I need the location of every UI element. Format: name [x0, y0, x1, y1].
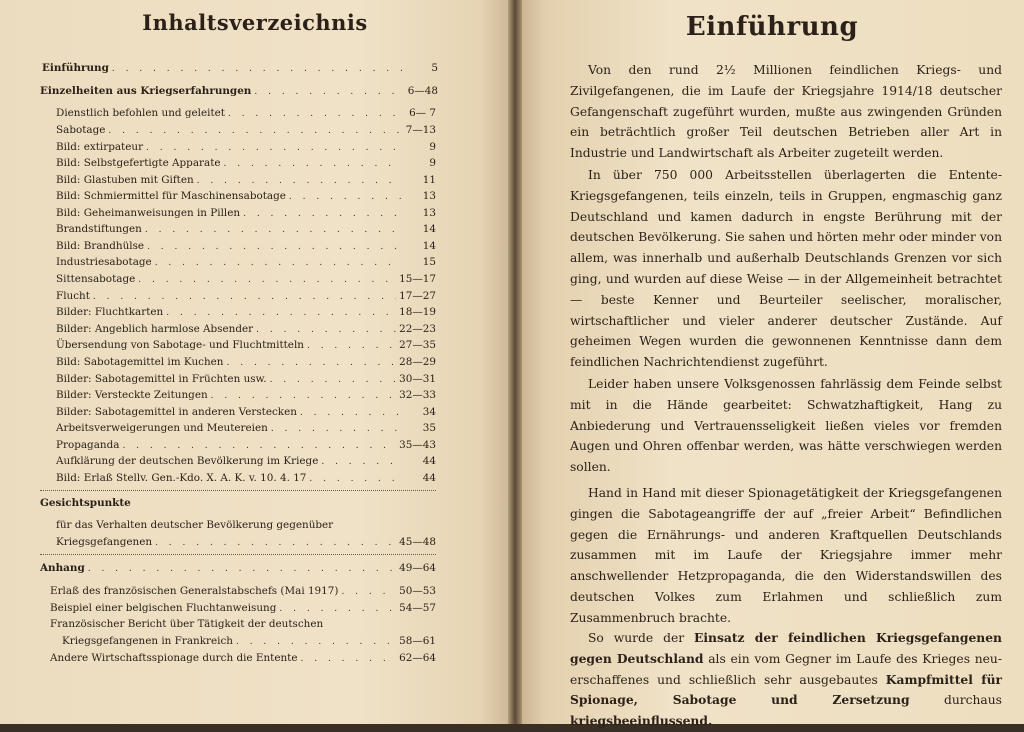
toc-entry — [56, 256, 436, 270]
toc-entry — [56, 273, 436, 287]
toc-entry — [56, 190, 436, 204]
toc-page-number: 5 — [431, 62, 438, 74]
toc-entry — [56, 124, 436, 138]
toc-leader — [270, 374, 397, 387]
toc-leader — [289, 191, 401, 204]
intro-paragraph: Leider haben unsere Volksgenossen fahrlässig dem Feinde selbst mit in die Hände gearbeitet: Schwatzhaftigkeit, Hang zu Anbiederung und Vertrauensseligkeit ließen vieles vor fremden Augen und Ohren offenbar werden, was hätte verschwiegen werden sollen. — [570, 377, 1002, 475]
toc-entry-label: Bild: Selbstgefertigte Apparate — [56, 157, 221, 169]
toc-entry-label: Bilder: Angeblich harmlose Absender — [56, 323, 254, 335]
toc-leader — [243, 208, 401, 221]
toc-entry-label: Erlaß des französischen Generalstabschefs (Mai 1917) — [50, 585, 339, 597]
intro-paragraph: In über 750 000 Arbeitsstellen überlagerten die Entente-Kriegsgefangenen, teils einzeln, teils in Gruppen, engmaschig ganz Deutschland und kamen dadurch in engste Berührung mit der deutschen Bevölkerung. Sie sahen und hörten mehr oder minder von allem, was innerhalb und außerhalb Deutschlands Grenzen vor sich ging, und wurden auf diese Weise — in der Allgemeinheit betrachtet — beste Kenner und Beurteiler seelischer, moralischer, wirtschaftlicher und vieler anderer deutscher Zustände. Auf geheimen Wegen wurden die gewonnenen Kenntnisse dann dem feindlichen Nachrichtendienst zugeführt. — [570, 168, 1002, 370]
toc-leader — [300, 407, 401, 420]
toc-leader — [307, 340, 396, 353]
toc-entry — [56, 223, 436, 237]
toc-entry-label: Beispiel einer belgischen Fluchtanweisung — [50, 602, 277, 614]
toc-leader — [341, 586, 396, 599]
toc-entry-label: Bild: Brandhülse — [56, 240, 145, 252]
toc-entry — [56, 406, 436, 420]
toc-entry — [56, 107, 436, 121]
toc-page-number: 30—31 — [399, 373, 436, 385]
toc-page-number: 32—33 — [399, 389, 436, 401]
emphasis-text: kriegsbeeinflussend. — [570, 713, 713, 729]
toc-entry — [42, 62, 438, 76]
toc-entry — [56, 141, 436, 155]
toc-page-number: 6— 7 — [409, 107, 436, 119]
paragraph-text: durchaus — [909, 693, 1002, 708]
toc-leader — [279, 603, 396, 616]
toc-entry — [56, 323, 436, 337]
toc-entry — [56, 439, 436, 453]
toc-entry-label: Bild: Erlaß Stellv. Gen.-Kdo. X. A. K. v. 10. 4. 17 — [56, 472, 307, 484]
toc-entry-label: Einzelheiten aus Kriegserfahrungen — [40, 85, 252, 97]
toc-leader — [88, 563, 396, 576]
toc-title: Inhaltsverzeichnis — [142, 10, 368, 35]
toc-entry — [50, 585, 436, 599]
toc-entry — [56, 422, 436, 436]
toc-entry-label: Propaganda — [56, 439, 120, 451]
toc-page-number: 35 — [422, 422, 436, 434]
toc-entry-label: Bild: extirpateur — [56, 141, 144, 153]
toc-entry-label: Bild: Sabotagemittel im Kuchen — [56, 356, 224, 368]
toc-page-number: 44 — [422, 455, 436, 467]
toc-leader — [224, 158, 401, 171]
toc-entry-label: Industriesabotage — [56, 256, 152, 268]
toc-entry-label: Sittensabotage — [56, 273, 136, 285]
intro-paragraph: Von den rund 2½ Millionen feindlichen Kriegs- und Zivilgefangenen, die im Laufe der Kriegsjahre 1914/18 deutscher Gefangenschaft zugeführt wurden, mußte aus zwingenden Gründen ein beträchtlich großer Teil deutschen Betrieben aller Art in Industrie und Landwirtschaft als Arbeiter zugeteilt werden. — [570, 63, 1002, 161]
toc-entry — [56, 389, 436, 403]
emphasis-text: Kampfmittel für Spionage, Sabotage und Zersetzung — [570, 671, 1002, 708]
paragraph-text: als ein vom Gegner im Laufe des Krieges neu-erschaffenes und schließlich sehr ausgebautes — [570, 651, 1003, 687]
toc-entry-label: Bild: Glastuben mit Giften — [56, 174, 194, 186]
toc-entry-label: Bild: Schmiermittel für Maschinensabotage — [56, 190, 286, 202]
intro-title: Einführung — [685, 12, 859, 42]
toc-leader — [122, 440, 396, 453]
toc-page-number: 54—57 — [399, 602, 436, 614]
toc-leader — [271, 423, 401, 436]
toc-entry-label: Einführung — [42, 62, 109, 74]
toc-leader — [145, 224, 401, 237]
toc-leader — [227, 357, 397, 370]
toc-entry-label: Arbeitsverweigerungen und Meutereien — [56, 422, 268, 434]
toc-page-number: 13 — [422, 207, 436, 219]
intro-paragraph: Hand in Hand mit dieser Spionagetätigkeit der Kriegsgefangenen gingen die Sabotageangriffe der auf „freier Arbeit“ Befindlichen gegen die Ernährungs- und anderen Kraftquellen Deutschlands zusammen mit im Laufe der Kriegsjahre immer mehr anschwellender Hetzpropaganda, die den Widerstandswillen des deutschen Volkes zum Erlahmen und schließlich zum Zusammenbruch brachte. — [570, 486, 1002, 625]
toc-entry — [56, 536, 436, 550]
toc-leader — [256, 324, 396, 337]
toc-entry — [56, 472, 436, 486]
toc-page-number: 22—23 — [399, 323, 436, 335]
toc-entry — [56, 356, 436, 370]
toc-page-number: 9 — [429, 157, 436, 169]
toc-page-number: 34 — [422, 406, 436, 418]
toc-entry-label: Kriegsgefangenen — [56, 536, 153, 548]
intro-paragraph — [570, 628, 1002, 732]
toc-page-number: 49—64 — [399, 562, 436, 574]
toc-entry-label: Bilder: Fluchtkarten — [56, 306, 164, 318]
toc-leader — [211, 390, 396, 403]
toc-entry — [50, 602, 436, 616]
toc-leader — [321, 456, 401, 469]
toc-entry — [56, 207, 436, 221]
toc-page-number: 9 — [429, 141, 436, 153]
toc-page-number: 14 — [422, 223, 436, 235]
toc-entry-label: Bilder: Sabotagemittel in Früchten usw. — [56, 373, 267, 385]
toc-leader — [155, 257, 401, 270]
toc-entry-label: Bilder: Sabotagemittel in anderen Verstecken — [56, 406, 297, 418]
section-divider — [40, 554, 436, 556]
toc-entry-label: Andere Wirtschaftsspionage durch die Entente — [50, 652, 298, 664]
toc-leader — [301, 653, 397, 666]
toc-entry-label: Anhang — [40, 562, 85, 574]
toc-page-number: 13 — [422, 190, 436, 202]
toc-entry — [56, 290, 436, 304]
toc-page-number: 6—48 — [407, 85, 438, 97]
toc-entry-label: Dienstlich befohlen und geleitet — [56, 107, 225, 119]
toc-page-number: 14 — [422, 240, 436, 252]
book-gutter — [508, 0, 522, 724]
toc-page-number: 27—35 — [399, 339, 436, 351]
toc-leader — [108, 125, 401, 138]
toc-section-heading: Gesichtspunkte — [40, 497, 131, 509]
toc-entry — [56, 240, 436, 254]
toc-page-number: 45—48 — [399, 536, 436, 548]
toc-entry-label: Aufklärung der deutschen Bevölkerung im Kriege — [56, 455, 319, 467]
toc-entry — [40, 85, 438, 99]
toc-entry-label: Übersendung von Sabotage- und Fluchtmitteln — [56, 339, 304, 351]
toc-entry — [40, 562, 436, 576]
toc-entry — [56, 373, 436, 387]
toc-entry-label: Flucht — [56, 290, 90, 302]
toc-leader — [228, 108, 401, 121]
toc-page-number: 15 — [422, 256, 436, 268]
toc-leader — [93, 291, 396, 304]
toc-page-number: 11 — [422, 174, 436, 186]
toc-page-number: 50—53 — [399, 585, 436, 597]
toc-page-number: 62—64 — [399, 652, 436, 664]
paragraph-text: So wurde der — [588, 631, 694, 645]
emphasis-text: Einsatz der feindlichen Kriegsgefangenen gegen Deutschland — [570, 630, 1002, 666]
toc-leader — [309, 473, 401, 486]
toc-leader — [112, 63, 403, 76]
toc-leader — [146, 142, 401, 155]
toc-page-number: 7—13 — [405, 124, 436, 136]
toc-leader — [166, 307, 396, 320]
toc-entry-label: Brandstiftungen — [56, 223, 142, 235]
toc-page-number: 58—61 — [399, 635, 436, 647]
toc-leader — [138, 274, 396, 287]
toc-page-number: 28—29 — [399, 356, 436, 368]
toc-leader — [197, 175, 401, 188]
toc-entry-label: Sabotage — [56, 124, 106, 136]
toc-entry — [62, 635, 436, 649]
toc-entry-label: Kriegsgefangenen in Frankreich — [62, 635, 233, 647]
toc-leader — [155, 537, 396, 550]
toc-page-number: 44 — [422, 472, 436, 484]
toc-leader — [236, 636, 396, 649]
toc-entry-label: Bild: Geheimanweisungen in Pillen — [56, 207, 241, 219]
toc-entry — [50, 652, 436, 666]
toc-entry — [56, 174, 436, 188]
toc-page-number: 18—19 — [399, 306, 436, 318]
toc-entry — [56, 157, 436, 171]
toc-page-number: 15—17 — [399, 273, 436, 285]
section-divider — [40, 490, 436, 492]
toc-entry-label: für das Verhalten deutscher Bevölkerung gegenüber — [56, 519, 334, 531]
toc-entry — [56, 455, 436, 469]
toc-entry-label: Bilder: Versteckte Zeitungen — [56, 389, 208, 401]
toc-page-number: 35—43 — [399, 439, 436, 451]
toc-entry — [56, 306, 436, 320]
toc-page-number: 17—27 — [399, 290, 436, 302]
toc-entry — [56, 339, 436, 353]
toc-entry-label: Französischer Bericht über Tätigkeit der deutschen — [50, 618, 324, 630]
toc-leader — [254, 86, 403, 99]
toc-leader — [147, 241, 401, 254]
